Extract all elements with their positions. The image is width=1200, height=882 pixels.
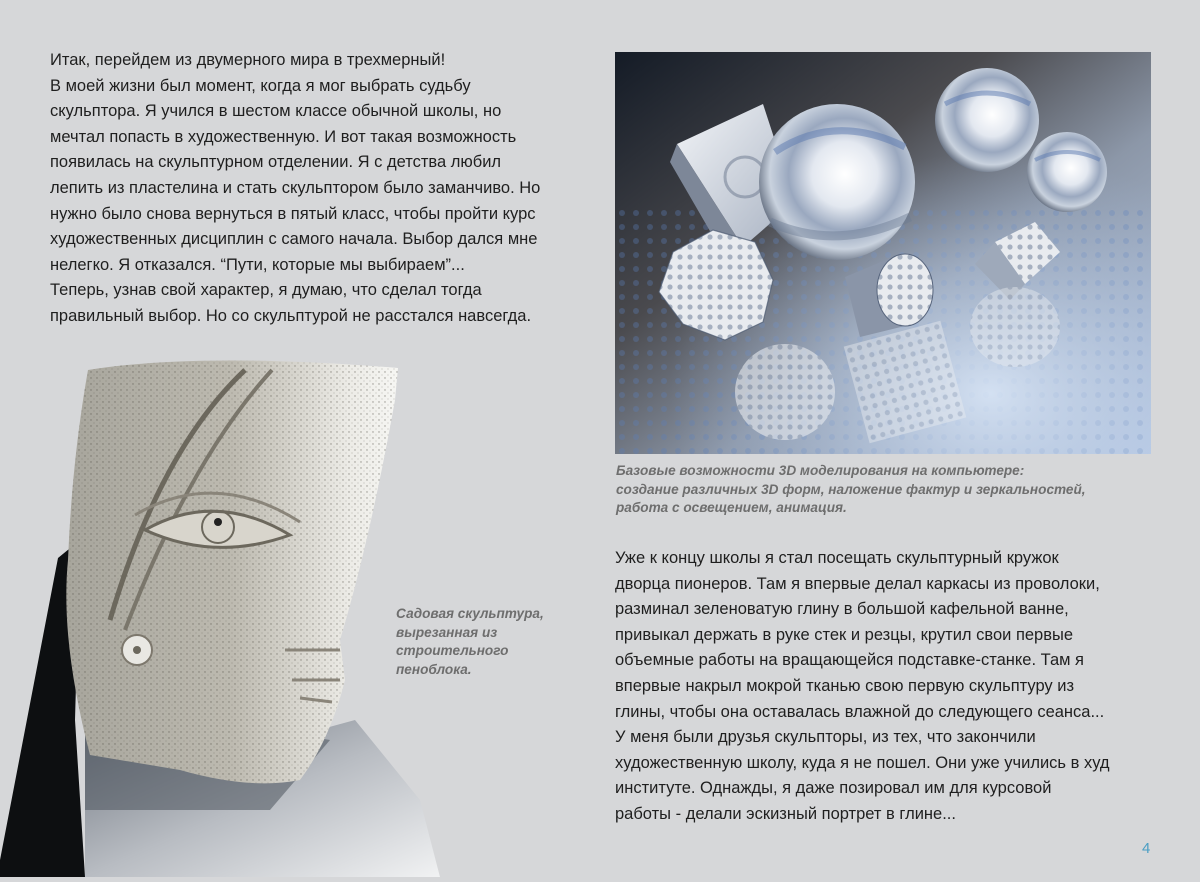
text-line: институте. Однажды, я даже позировал им для курсовой (615, 779, 1052, 798)
text-line: привыкал держать в руке стек и резцы, крутил свои первые (615, 625, 1074, 644)
text-line: скульптора. Я учился в шестом классе обычной школы, но (50, 102, 502, 121)
text-line: глины, чтобы она оставалась влажной до следующего сеанса... (615, 702, 1105, 721)
text-line: правильный выбор. Но со скульптурой не расстался навсегда. (50, 306, 532, 325)
text-line: художественную школу, куда я не пошел. Они уже учились в худ (615, 753, 1110, 772)
text-line: нужно было снова вернуться в пятый класс, чтобы пройти курс (50, 204, 536, 223)
text-line: Теперь, узнав свой характер, я думаю, что сделал тогда (50, 281, 482, 300)
text-line: художественных дисциплин с самого начала. Выбор дался мне (50, 230, 538, 249)
text-line: лепить из пластелина и стать скульптором было заманчиво. Но (50, 178, 541, 197)
text-line: работы - делали эскизный портрет в глине... (615, 804, 956, 823)
3d-render-caption (616, 462, 1086, 518)
caption-line: вырезанная из (396, 624, 498, 640)
caption-line: строительного (396, 643, 509, 658)
caption-line: работа с освещением, анимация. (616, 500, 847, 515)
page-number: 4 (1142, 840, 1151, 857)
caption-line: Садовая скульптура, (396, 606, 544, 621)
caption-line: Базовые возможности 3D моделирования на компьютере: (616, 463, 1025, 478)
text-line: объемные работы на вращающейся подставке-станке. Там я (615, 651, 1084, 670)
text-line: дворца пионеров. Там я впервые делал каркасы из проволоки, (615, 574, 1100, 593)
3d-render-image (615, 52, 1151, 454)
story-paragraph (615, 546, 1175, 828)
text-line: нелегко. Я отказался. “Пути, которые мы выбираем”... (50, 255, 465, 274)
text-line: впервые накрыл мокрой тканью свою первую скульптуру из (615, 676, 1075, 695)
caption-line: пеноблока. (396, 661, 472, 677)
intro-paragraph (50, 48, 610, 330)
text-line: У меня были друзья скульпторы, из тех, что закончили (615, 728, 1036, 747)
sculpture-caption (396, 605, 544, 679)
sculpture-photo (0, 340, 450, 877)
text-line: В моей жизни был момент, когда я мог выбрать судьбу (50, 76, 471, 95)
text-line: мечтал попасть в художественную. И вот такая возможность (50, 127, 517, 146)
text-line: Уже к концу школы я стал посещать скульптурный кружок (615, 549, 1059, 567)
text-line: разминал зеленоватую глину в большой кафельной ванне, (615, 600, 1069, 619)
text-line: появилась на скульптурном отделении. Я с детства любил (50, 153, 502, 172)
text-line: Итак, перейдем из двумерного мира в трехмерный! (50, 51, 446, 69)
caption-line: создание различных 3D форм, наложение фактур и зеркальностей, (616, 481, 1086, 497)
